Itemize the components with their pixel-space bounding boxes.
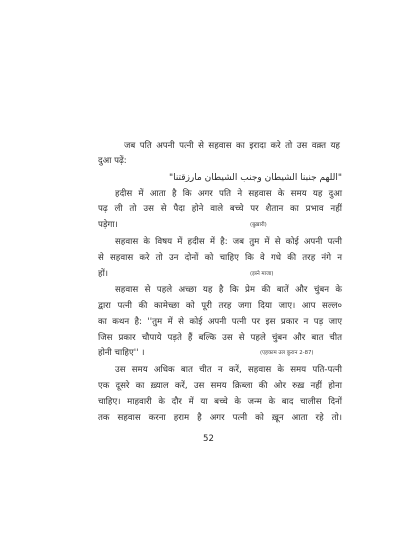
reference-ahkam-ul-quran: (एहकाम उल कुरान 2-87) bbox=[260, 350, 314, 356]
text-line-13: होनी चाहिए'' । bbox=[98, 348, 145, 358]
text-line-14: उस समय अधिक बात चीत न करें, सहवास के समय पति-पत्नी bbox=[115, 365, 342, 375]
reference-bukhari: (बुख़ारी) bbox=[250, 222, 267, 228]
text-line-15: एक दूसरे का ख़्याल करें, उस समय क़िब्ला की ओर रुख़ नहीं होना bbox=[98, 381, 342, 391]
text-line-2: दुआ पढ़ें: bbox=[98, 156, 127, 166]
text-line-12: जिस प्रकार चौपाये पड़ते हैं बल्कि उस से पहले चुंबन और बात चीत bbox=[98, 333, 342, 343]
text-line-6: सहवास के विषय में हदीस में है: जब तुम में से कोई अपनी पत्नी bbox=[115, 237, 342, 247]
page-number: 52 bbox=[203, 434, 214, 444]
text-line-7: से सहवास करे तो उन दोनों को चाहिए कि वे गधे की तरह नंगे न bbox=[98, 253, 342, 263]
text-line-1: जब पति अपनी पत्नी से सहवास का इरादा करे तो उस वक़्त यह bbox=[124, 141, 340, 151]
text-line-9: सहवास से पहले अच्छा यह है कि प्रेम की बातें और चुंबन के bbox=[115, 285, 342, 295]
text-line-16: चाहिए। माहवारी के दौर में या बच्चे के जन्म के बाद चालीस दिनों bbox=[98, 397, 342, 407]
text-line-8: हों। bbox=[98, 269, 109, 279]
text-line-10: द्वारा पत्नी की कामेच्छा को पूरी तरह जगा दिया जाए। आप सल्ल० bbox=[98, 301, 342, 311]
text-line-17: तक सहवास करना हराम है अगर पत्नी को ख़ून आता रहे तो। bbox=[98, 413, 342, 423]
text-line-3: हदीस में आता है कि अगर पति ने सहवास के समय यह दुआ bbox=[115, 189, 342, 199]
text-line-4: पढ़ ली तो उस से पैदा होने वाले बच्चे पर शैतान का प्रभाव नहीं bbox=[98, 204, 342, 214]
text-line-11: का कथन है: ''तुम में से कोई अपनी पत्नी पर इस प्रकार न पड़ जाए bbox=[98, 317, 342, 327]
dua-arabic: "اللهم جنبنا الشيطان وجنب الشيطان مارزقتنا" bbox=[168, 173, 342, 183]
reference-ibn-majah: (इब्ने माजा) bbox=[250, 271, 274, 277]
text-line-5: पड़ेगा। bbox=[98, 220, 118, 230]
